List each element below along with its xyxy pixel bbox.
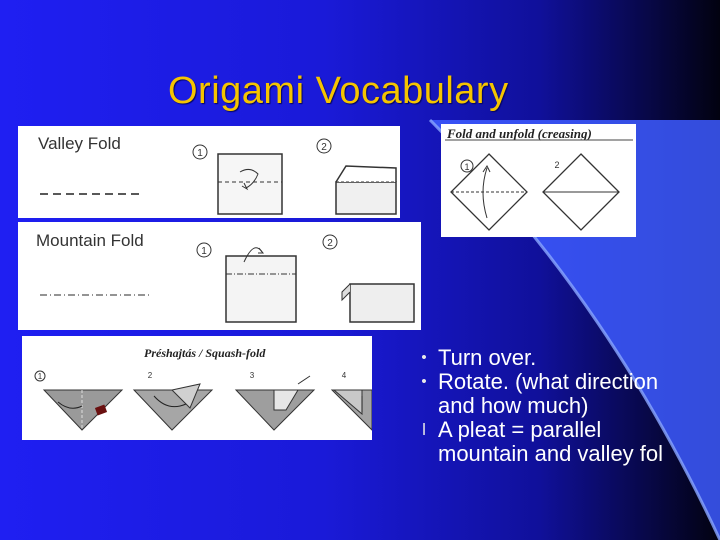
- squash-fold-caption: Préshajtás / Squash-fold: [144, 346, 266, 360]
- crease-step-1: 1: [464, 162, 470, 172]
- bullet-item: [414, 370, 720, 418]
- mountain-fold-diagram: [18, 222, 421, 330]
- squash-fold-diagram: [22, 336, 372, 440]
- mountain-fold-label: Mountain Fold: [36, 231, 144, 250]
- bullet-dot-icon: •: [421, 349, 427, 366]
- crease-step-2: 2: [554, 160, 560, 170]
- mountain-fold-panel: [18, 222, 421, 330]
- bullet-text: Turn over.: [438, 345, 537, 370]
- valley-fold-label: Valley Fold: [38, 134, 121, 153]
- bullet-item: [414, 418, 720, 466]
- bullet-text: Rotate. (what direction and how much): [438, 369, 659, 418]
- triangle-paper-icon: [134, 384, 212, 430]
- bullet-text: A pleat = parallel mountain and valley fol: [438, 417, 664, 466]
- triangle-paper-icon: [332, 390, 372, 430]
- bullet-round-icon: l: [422, 420, 426, 439]
- squash-fold-panel: [22, 336, 372, 440]
- squash-step-3: 3: [249, 371, 255, 380]
- creasing-panel: [441, 124, 636, 237]
- creasing-diagram: [441, 124, 636, 237]
- vocabulary-bullet-list: [414, 346, 720, 466]
- squash-step-2: 2: [147, 371, 153, 380]
- valley-step-2: 2: [321, 142, 327, 153]
- square-paper-icon: [226, 248, 296, 322]
- mountain-step-2: 2: [327, 238, 333, 249]
- triangle-paper-icon: [236, 376, 314, 430]
- squash-step-4: 4: [341, 371, 347, 380]
- mountain-step-1: 1: [201, 246, 207, 257]
- valley-fold-panel: [18, 126, 400, 218]
- valley-step-1: 1: [197, 148, 203, 159]
- diamond-paper-icon: [451, 154, 527, 230]
- valley-fold-diagram: [18, 126, 400, 218]
- triangle-paper-icon: [44, 390, 122, 430]
- bullet-dot-icon: •: [421, 373, 427, 390]
- squash-step-1: 1: [37, 372, 43, 381]
- valley-fold-result-icon: [336, 166, 396, 214]
- square-paper-icon: [218, 154, 282, 214]
- bullet-item: [414, 346, 720, 370]
- slide-title: Origami Vocabulary: [168, 70, 509, 112]
- creasing-caption: Fold and unfold (creasing): [447, 126, 592, 141]
- mountain-fold-result-icon: [342, 284, 414, 322]
